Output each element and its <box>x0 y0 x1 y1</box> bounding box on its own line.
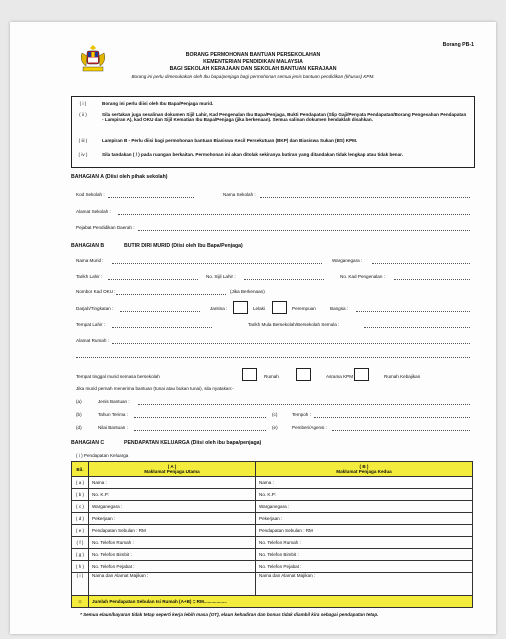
table-row <box>72 513 473 525</box>
kad-oku-field[interactable] <box>116 294 226 295</box>
tahun-terima-label: Tahun Terima : <box>98 412 129 417</box>
alamat-rumah-label: Alamat Rumah : <box>76 338 109 343</box>
bil-header: Bil. <box>72 462 89 477</box>
nama-murid-field[interactable] <box>112 263 322 264</box>
no-kp-field[interactable] <box>394 279 470 280</box>
rumah-checkbox[interactable] <box>242 368 257 381</box>
form-page <box>10 22 496 634</box>
item-a-label: (a) <box>76 399 82 404</box>
tarikh-lahir-field[interactable] <box>108 279 198 280</box>
row-number: ( h ) <box>72 561 89 573</box>
row-number: ( f ) <box>72 537 89 549</box>
cell-a-label: Nama dan Alamat Majikan : <box>92 573 149 578</box>
pendapatan-keluarga-label: ( i ) Pendapatan Keluarga <box>76 453 129 458</box>
col-a-header <box>89 462 256 477</box>
tarikh-mula-label: Tarikh Mula Bersekolah/Bersekolah Semula : <box>248 322 340 327</box>
cell-a[interactable] <box>89 525 256 537</box>
cell-b[interactable] <box>256 561 473 573</box>
cell-b-label: No. Telefon Bimbit : <box>259 552 299 557</box>
table-header-row <box>72 462 473 477</box>
cell-b-label: Pekerjaan : <box>259 516 283 521</box>
jika-berkenaan-note: (Jika Berkenaan) <box>230 289 265 294</box>
cell-b[interactable] <box>256 537 473 549</box>
lelaki-label: Lelaki <box>253 306 266 311</box>
cell-b[interactable] <box>256 477 473 489</box>
cell-b[interactable] <box>256 489 473 501</box>
cell-b-label: Pendapatan Sebulan : RM <box>259 528 313 533</box>
cell-a-label: Nama : <box>92 480 107 485</box>
table-row <box>72 489 473 501</box>
cell-a-label: No. K.P: <box>92 492 110 497</box>
row-number: ( c ) <box>72 501 89 513</box>
table-row <box>72 549 473 561</box>
cell-b[interactable] <box>256 513 473 525</box>
table-row <box>72 537 473 549</box>
col-a-letter: ( A ) <box>167 464 177 469</box>
ppd-field[interactable] <box>138 230 470 231</box>
family-income-table <box>71 461 473 608</box>
asrama-checkbox[interactable] <box>296 368 311 381</box>
col-b-header <box>256 462 473 477</box>
total-income-cell[interactable]: Jumlah Pendapatan Sebulan Isi Rumah (A+B) = RM.................. <box>89 596 473 608</box>
no-sijil-lahir-field[interactable] <box>244 279 324 280</box>
no-kp-label: No. Kad Pengenalan : <box>340 274 385 279</box>
form-title-line3: BAGI SEKOLAH KERAJAAN DAN SEKOLAH BANTUAN KERAJAAN <box>169 66 337 72</box>
perempuan-checkbox[interactable] <box>272 301 287 314</box>
row-number: ( g ) <box>72 549 89 561</box>
jenis-bantuan-field[interactable] <box>138 404 470 405</box>
row-number: ( d ) <box>72 513 89 525</box>
cell-a-label: Warganegara : <box>92 504 123 509</box>
tarikh-mula-field[interactable] <box>364 327 470 328</box>
cell-b-label: No. Telefon Pejabat : <box>259 564 302 569</box>
cell-b-label: Nama : <box>259 480 274 485</box>
tempat-lahir-label: Tempat Lahir : <box>76 322 106 327</box>
col-b-title: Maklumat Penjaga Kedua <box>336 469 392 474</box>
form-subtitle: Borang ini perlu dimenukakan oleh Ibu bapa/penjaga bagi permohonan semua jenis bantuan pendidikan (khusus) KPM. <box>131 74 375 79</box>
cell-a[interactable] <box>89 501 256 513</box>
section-a-heading: BAHAGIAN A (Diisi oleh pihak sekolah) <box>71 174 168 180</box>
item-e-label: (e) <box>272 425 278 430</box>
asrama-label: Asrama KPM <box>326 374 354 379</box>
cell-a[interactable] <box>89 477 256 489</box>
section-c-title: PENDAPATAN KELUARGA (Diisi oleh ibu bapa/penjaga) <box>124 440 262 446</box>
row-number: ( b ) <box>72 489 89 501</box>
cell-b-label: Nama dan Alamat Majikan : <box>259 573 316 578</box>
pemberi-label: Pemberi/Agensi : <box>292 425 327 430</box>
section-c-heading: BAHAGIAN C <box>71 440 105 446</box>
perempuan-label: Perempuan <box>292 306 316 311</box>
bangsa-field[interactable] <box>356 311 470 312</box>
tempoh-label: Tempoh : <box>292 412 311 417</box>
darjah-label: Darjah/Tingkatan : <box>76 306 114 311</box>
tempat-tinggal-label: Tempat tinggal murid semasa bersekolah <box>76 374 160 379</box>
cell-a[interactable] <box>89 489 256 501</box>
no-sijil-lahir-label: No. Sijil Lahir : <box>206 274 236 279</box>
total-spacer: ☺ <box>72 596 89 608</box>
warganegara-label: Warganegara : <box>332 258 363 263</box>
cell-a-label: No. Telefon Rumah : <box>92 540 134 545</box>
kod-sekolah-field[interactable] <box>108 197 194 198</box>
tempoh-field[interactable] <box>314 417 470 418</box>
cell-b-label: No. K.P: <box>259 492 277 497</box>
cell-a[interactable] <box>89 537 256 549</box>
cell-a[interactable] <box>89 549 256 561</box>
item-d-label: (d) <box>76 425 82 430</box>
footnote: * Semua elaun/bayaran tidak tetap seperti kerja lebih masa (OT), elaun kehadiran dan bonus tidak diambil kira sebagai pendapatan tetap. <box>80 612 379 617</box>
table-row <box>72 501 473 513</box>
nilai-bantuan-field[interactable] <box>134 430 266 431</box>
total-row <box>72 596 473 608</box>
cell-a[interactable] <box>89 513 256 525</box>
jantina-label: Jantina : <box>210 306 228 311</box>
cell-a-label: No. Telefon Pejabat : <box>92 564 135 569</box>
rumah-label: Rumah <box>264 374 279 379</box>
alamat-rumah-field-2[interactable] <box>76 357 470 358</box>
alamat-sekolah-label: Alamat Sekolah : <box>76 209 111 214</box>
section-b-heading: BAHAGIAN B <box>71 243 105 249</box>
cell-b[interactable] <box>256 573 473 596</box>
bangsa-label: Bangsa : <box>330 306 349 311</box>
warganegara-field[interactable] <box>372 263 470 264</box>
cell-b-label: No. Telefon Rumah : <box>259 540 301 545</box>
cell-b[interactable] <box>256 525 473 537</box>
nama-sekolah-field[interactable] <box>260 197 470 198</box>
jika-pernah-label: Jika murid pernah menerima bantuan (tunai atau bukan tunai), sila nyatakan:- <box>76 386 234 391</box>
kad-oku-label: Nombor Kad OKU : <box>76 289 116 294</box>
rumah-kebajikan-checkbox[interactable] <box>354 368 369 381</box>
tarikh-lahir-label: Tarikh Lahir : <box>76 274 103 279</box>
cell-b[interactable] <box>256 501 473 513</box>
table-row <box>72 477 473 489</box>
form-title-line2: KEMENTERIAN PENDIDIKAN MALAYSIA <box>203 59 303 65</box>
col-a-title: Maklumat Penjaga Utama <box>144 469 200 474</box>
cell-a-label: Pekerjaan : <box>92 516 116 521</box>
col-b-letter: ( B ) <box>359 464 369 469</box>
tempat-lahir-field[interactable] <box>112 327 212 328</box>
kod-sekolah-label: Kod Sekolah : <box>76 192 105 197</box>
row-number: ( e ) <box>72 525 89 537</box>
item-b-label: (b) <box>76 412 82 417</box>
form-title-line1: BORANG PERMOHONAN BANTUAN PERSEKOLAHAN <box>185 52 321 58</box>
rumah-kebajikan-label: Rumah Kebajikan <box>384 374 421 379</box>
tahun-terima-field[interactable] <box>134 417 266 418</box>
cell-b[interactable] <box>256 549 473 561</box>
cell-a[interactable] <box>89 573 256 596</box>
nama-sekolah-label: Nama Sekolah : <box>223 192 256 197</box>
table-row <box>72 573 473 596</box>
jenis-bantuan-label: Jenis Bantuan : <box>98 399 130 404</box>
cell-a-label: No. Telefon Bimbit : <box>92 552 132 557</box>
alamat-sekolah-field[interactable] <box>118 214 470 215</box>
instructions-box: ( i ) Borang ini perlu diisi oleh Ibu Bapa/Penjaga murid. ( ii ) Sila sertakan juga sesalinan dokumen Sijil Lahir, Kad Pengenalan Ibu Bapa/Penjaga, Bukti Pendapatan (Slip Gaji/Penyata Pendapatan/Borang Pengesahan Pendapatan - Lampiran A), kad OKU dan Sijil Kematian Ibu Bapa/Penjaga (jika berkenaan). Semua salinan dokumen hendaklah disahkan. ( iii ) Lampiran B - Perlu diisi bagi permohonan bantuan Biasiswa Kecil Persekutuan (BKP) dan Biasiswa Sukan (BS) KPM. ( iv ) Sila tandakan ( / ) pada ruangan berkaitan. Permohonan ini akan ditolak sekiranya butiran yang ditandakan tidak lengkap atau tidak benar. <box>71 96 475 168</box>
lelaki-checkbox[interactable] <box>233 301 248 314</box>
pemberi-field[interactable] <box>332 430 470 431</box>
cell-a[interactable] <box>89 561 256 573</box>
cell-b-label: Warganegara : <box>259 504 290 509</box>
item-c-label: (c) <box>272 412 278 417</box>
cell-a-label: Pendapatan Sebulan : RM <box>92 528 146 533</box>
nama-murid-label: Nama Murid : <box>76 258 104 263</box>
alamat-rumah-field[interactable] <box>112 343 470 344</box>
form-code: Borang PB-1 <box>442 42 474 48</box>
section-b-title: BUTIR DIRI MURID (Diisi oleh Ibu Bapa/Penjaga) <box>124 243 243 249</box>
ppd-label: Pejabat Pendidikan Daerah : <box>76 225 135 230</box>
table-row <box>72 561 473 573</box>
darjah-field[interactable] <box>120 311 200 312</box>
nilai-bantuan-label: Nilai Bantuan : <box>98 425 128 430</box>
row-number: ( i ) <box>72 573 89 596</box>
table-row <box>72 525 473 537</box>
row-number: ( a ) <box>72 477 89 489</box>
